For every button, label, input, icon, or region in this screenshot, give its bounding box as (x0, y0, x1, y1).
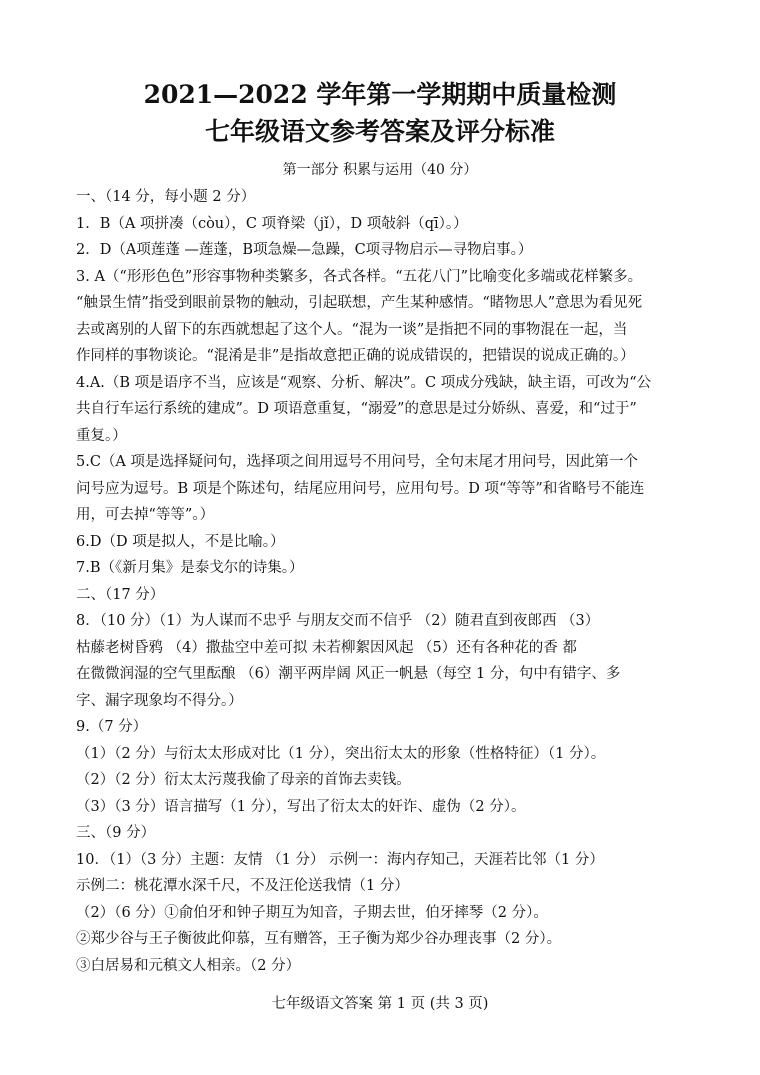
answer-line: 1．B（A 项拼凑（còu），C 项脊梁（jǐ），D 项敧斜（qī）。） (76, 215, 468, 232)
page-subtitle: 七年级语文参考答案及评分标准 (204, 117, 555, 146)
answer-line: ③白居易和元稹文人相亲。（2 分） (76, 957, 301, 974)
answer-line: 6.D（D 项是拟人，不是比喻。） (76, 533, 285, 550)
part-heading: 第一部分 积累与运用（40 分） (282, 162, 478, 178)
answer-line: 5.C（A 项是选择疑问句，选择项之间用逗号不用问号，全句末尾才用问号，因此第一个 (76, 454, 639, 470)
answer-line: 9.（7 分） (76, 719, 148, 735)
answer-line: 字、漏字现象均不得分。） (76, 692, 243, 709)
answer-line: 去或离别的人留下的东西就想起了这个人。“混为一谈”是指把不同的事物混在一起，当 (76, 321, 628, 338)
answer-line: 8．（10 分）（1）为人谋而不忠乎 与朋友交而不信乎 （2）随君直到夜郎西 （3） (76, 613, 600, 629)
answer-line: 共自行车运行系统的建成”。D 项语意重复，“溺爱”的意思是过分娇纵、喜爱，和“过于” (76, 401, 637, 417)
answer-line: （1）（2 分）与衍太太形成对比（1 分），突出衍太太的形象（性格特征）（1 分）。 (76, 745, 606, 762)
answer-line: （3）（3 分）语言描写（1 分），写出了衍太太的奸诈、虚伪（2 分）。 (76, 798, 526, 815)
answer-line: 枯藤老树昏鸦 （4）撒盐空中差可拟 未若柳絮因风起 （5）还有各种花的香 都 (76, 639, 577, 656)
answer-body (76, 184, 688, 979)
answer-line: 4.A.（B 项是语序不当，应该是“观察、分析、解决”。C 项成分残缺，缺主语，可改为“公 (76, 374, 652, 391)
answer-line: 3. A（“形形色色”形容事物种类繁多，各式各样。“五花八门”比喻变化多端或花样繁多。 (76, 268, 643, 285)
answer-line: 问号应为逗号。B 项是个陈述句，结尾应用问号，应用句号。D 项“等等”和省略号不能连 (76, 480, 645, 497)
answer-line: 示例二：桃花潭水深千尺，不及汪伦送我情（1 分） (76, 878, 409, 894)
answer-line: “触景生情”指受到眼前景物的触动，引起联想，产生某种感情。“睹物思人”意思为看见死 (76, 295, 643, 311)
answer-line: 二、（17 分） (76, 586, 165, 603)
answer-line: 在微微润湿的空气里酝酿 （6）潮平两岸阔 风正一帆悬（每空 1 分，句中有错字、多 (76, 666, 621, 682)
answer-line: ②郑少谷与王子衡彼此仰慕，互有赠答，王子衡为郑少谷办理丧事（2 分）。 (76, 931, 562, 947)
answer-line: 作同样的事物谈论。“混淆是非”是指故意把正确的说成错误的，把错误的说成正确的。） (76, 348, 635, 364)
answer-line: 7.B（《新月集》是泰戈尔的诗集。） (76, 560, 304, 576)
answer-line: 10．（1）（3 分）主题：友情 （1 分） 示例一：海内存知己，天涯若比邻（1 分） (76, 851, 604, 868)
page-title: 2021—2022 学年第一学期期中质量检测 (143, 80, 617, 109)
answer-line: 用，可去掉“等等”。） (76, 507, 215, 523)
answer-line: 2．D（A项莲蓬 —莲蓬，B项急燥—急躁，C项寻物启示—寻物启事。） (76, 242, 533, 258)
answer-line: 一、（14 分，每小题 2 分） (76, 189, 256, 205)
answer-line: 重复。） (76, 427, 127, 444)
page-footer: 七年级语文答案 第 1 页 (共 3 页) (271, 996, 489, 1012)
answer-line: （2）（2 分）衍太太污蔑我偷了母亲的首饰去卖钱。 (76, 772, 411, 788)
answer-line: 三、（9 分） (76, 825, 156, 841)
answer-line: （2）（6 分）①俞伯牙和钟子期互为知音，子期去世，伯牙摔琴（2 分）。 (76, 904, 548, 921)
